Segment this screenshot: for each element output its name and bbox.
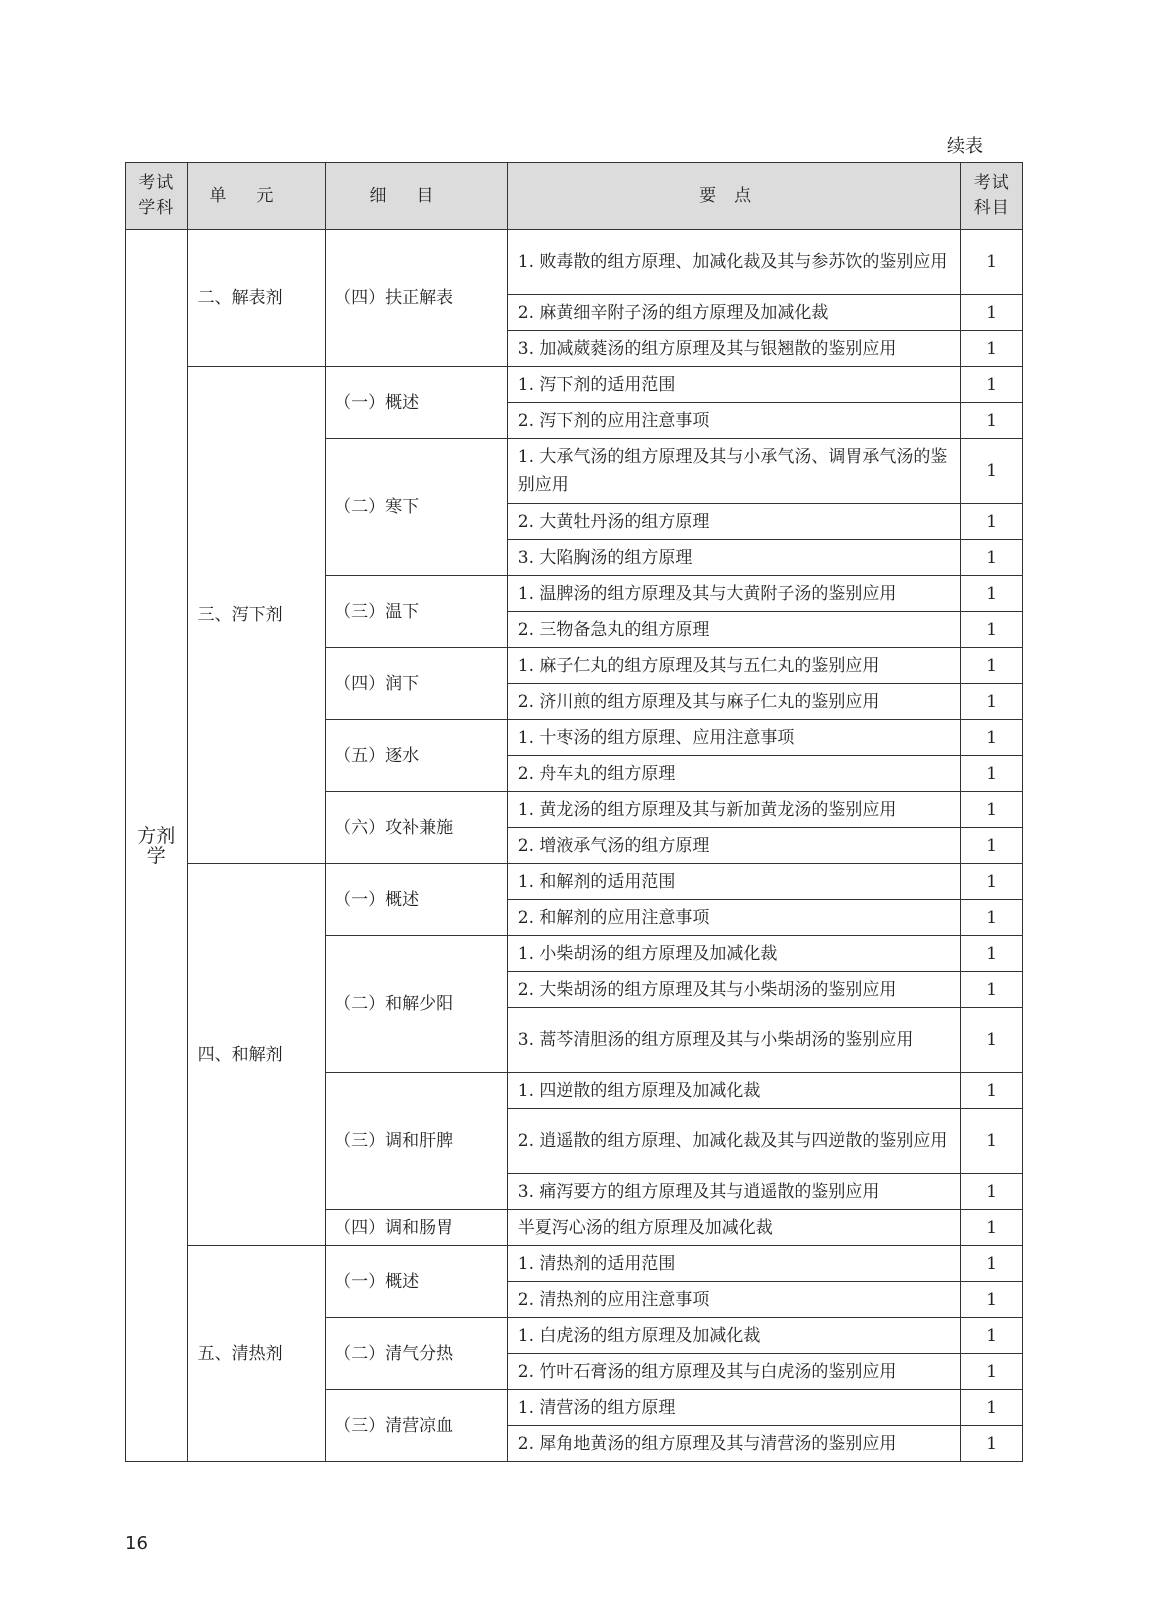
detail-cell: （二）清气分热 (326, 1318, 508, 1390)
level-cell: 1 (961, 612, 1023, 648)
point-cell: 2. 增液承气汤的组方原理 (507, 828, 961, 864)
table-row (126, 864, 1023, 900)
point-cell: 1. 泻下剂的适用范围 (507, 367, 961, 403)
detail-cell: （一）概述 (326, 367, 508, 439)
level-cell: 1 (961, 648, 1023, 684)
level-cell: 1 (961, 1426, 1023, 1462)
point-cell: 2. 逍遥散的组方原理、加减化裁及其与四逆散的鉴别应用 (507, 1109, 961, 1174)
detail-cell: （一）概述 (326, 864, 508, 936)
level-cell: 1 (961, 1354, 1023, 1390)
point-cell: 1. 黄龙汤的组方原理及其与新加黄龙汤的鉴别应用 (507, 792, 961, 828)
level-cell: 1 (961, 792, 1023, 828)
level-cell: 1 (961, 331, 1023, 367)
detail-cell: （一）概述 (326, 1246, 508, 1318)
level-cell: 1 (961, 684, 1023, 720)
level-cell: 1 (961, 1210, 1023, 1246)
level-cell: 1 (961, 439, 1023, 504)
point-cell: 1. 清营汤的组方原理 (507, 1390, 961, 1426)
detail-cell: （四）调和肠胃 (326, 1210, 508, 1246)
point-cell: 1. 麻子仁丸的组方原理及其与五仁丸的鉴别应用 (507, 648, 961, 684)
point-cell: 3. 大陷胸汤的组方原理 (507, 540, 961, 576)
point-cell: 2. 大黄牡丹汤的组方原理 (507, 504, 961, 540)
syllabus-table (125, 162, 1023, 1462)
detail-cell: （五）逐水 (326, 720, 508, 792)
detail-cell: （三）清营凉血 (326, 1390, 508, 1462)
level-cell: 1 (961, 936, 1023, 972)
level-cell: 1 (961, 900, 1023, 936)
level-cell: 1 (961, 540, 1023, 576)
point-cell: 2. 清热剂的应用注意事项 (507, 1282, 961, 1318)
point-cell: 1. 白虎汤的组方原理及加减化裁 (507, 1318, 961, 1354)
level-cell: 1 (961, 1390, 1023, 1426)
detail-cell: （二）寒下 (326, 439, 508, 576)
point-cell: 2. 泻下剂的应用注意事项 (507, 403, 961, 439)
point-cell: 2. 大柴胡汤的组方原理及其与小柴胡汤的鉴别应用 (507, 972, 961, 1008)
detail-cell: （三）温下 (326, 576, 508, 648)
header-points: 要点 (507, 163, 961, 230)
detail-cell: （六）攻补兼施 (326, 792, 508, 864)
point-cell: 2. 竹叶石膏汤的组方原理及其与白虎汤的鉴别应用 (507, 1354, 961, 1390)
point-cell: 1. 大承气汤的组方原理及其与小承气汤、调胃承气汤的鉴别应用 (507, 439, 961, 504)
point-cell: 2. 舟车丸的组方原理 (507, 756, 961, 792)
point-cell: 1. 温脾汤的组方原理及其与大黄附子汤的鉴别应用 (507, 576, 961, 612)
detail-cell: （四）润下 (326, 648, 508, 720)
point-cell: 3. 蒿芩清胆汤的组方原理及其与小柴胡汤的鉴别应用 (507, 1008, 961, 1073)
level-cell: 1 (961, 1246, 1023, 1282)
point-cell: 1. 小柴胡汤的组方原理及加减化裁 (507, 936, 961, 972)
header-subject: 考试学科 (126, 163, 188, 230)
point-cell: 2. 麻黄细辛附子汤的组方原理及加减化裁 (507, 295, 961, 331)
point-cell: 1. 清热剂的适用范围 (507, 1246, 961, 1282)
header-level: 考试科目 (961, 163, 1023, 230)
level-cell: 1 (961, 1109, 1023, 1174)
level-cell: 1 (961, 828, 1023, 864)
level-cell: 1 (961, 1174, 1023, 1210)
point-cell: 2. 和解剂的应用注意事项 (507, 900, 961, 936)
level-cell: 1 (961, 864, 1023, 900)
table-header-row (126, 163, 1023, 230)
point-cell: 1. 和解剂的适用范围 (507, 864, 961, 900)
level-cell: 1 (961, 367, 1023, 403)
page-number: 16 (125, 1533, 148, 1554)
point-cell: 2. 济川煎的组方原理及其与麻子仁丸的鉴别应用 (507, 684, 961, 720)
subject-cell: 方剂学 (126, 230, 188, 1462)
unit-cell: 二、解表剂 (187, 230, 326, 367)
header-unit: 单元 (187, 163, 326, 230)
level-cell: 1 (961, 1008, 1023, 1073)
point-cell: 3. 加减葳蕤汤的组方原理及其与银翘散的鉴别应用 (507, 331, 961, 367)
level-cell: 1 (961, 1282, 1023, 1318)
point-cell: 2. 犀角地黄汤的组方原理及其与清营汤的鉴别应用 (507, 1426, 961, 1462)
point-cell: 1. 败毒散的组方原理、加减化裁及其与参苏饮的鉴别应用 (507, 230, 961, 295)
detail-cell: （二）和解少阳 (326, 936, 508, 1073)
point-cell: 3. 痛泻要方的组方原理及其与逍遥散的鉴别应用 (507, 1174, 961, 1210)
level-cell: 1 (961, 295, 1023, 331)
unit-cell: 五、清热剂 (187, 1246, 326, 1462)
level-cell: 1 (961, 756, 1023, 792)
level-cell: 1 (961, 720, 1023, 756)
unit-cell: 四、和解剂 (187, 864, 326, 1246)
level-cell: 1 (961, 576, 1023, 612)
point-cell: 1. 十枣汤的组方原理、应用注意事项 (507, 720, 961, 756)
table-row (126, 1246, 1023, 1282)
point-cell: 1. 四逆散的组方原理及加减化裁 (507, 1073, 961, 1109)
point-cell: 2. 三物备急丸的组方原理 (507, 612, 961, 648)
detail-cell: （四）扶正解表 (326, 230, 508, 367)
level-cell: 1 (961, 1318, 1023, 1354)
table-body (126, 230, 1023, 1462)
header-detail: 细目 (326, 163, 508, 230)
detail-cell: （三）调和肝脾 (326, 1073, 508, 1210)
level-cell: 1 (961, 972, 1023, 1008)
table-row (126, 367, 1023, 403)
level-cell: 1 (961, 1073, 1023, 1109)
unit-cell: 三、泻下剂 (187, 367, 326, 864)
table-row (126, 230, 1023, 295)
continued-label: 续表 (947, 136, 983, 157)
level-cell: 1 (961, 403, 1023, 439)
level-cell: 1 (961, 504, 1023, 540)
point-cell: 半夏泻心汤的组方原理及加减化裁 (507, 1210, 961, 1246)
level-cell: 1 (961, 230, 1023, 295)
